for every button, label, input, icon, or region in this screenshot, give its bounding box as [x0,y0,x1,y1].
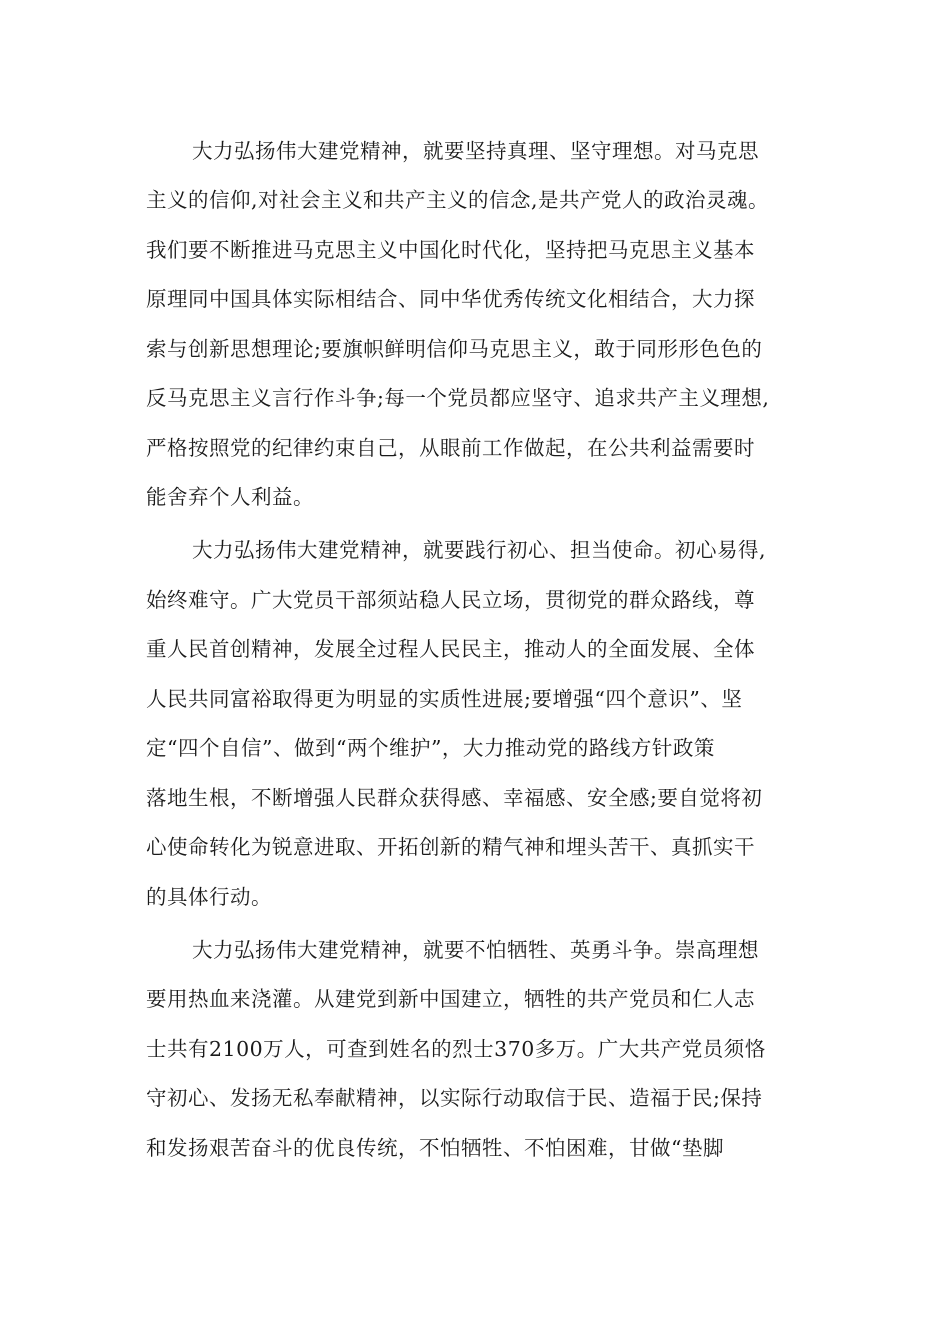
text-line: 的具体行动。 [146,885,272,909]
text-line: 我们要不断推进马克思主义中国化时代化，坚持把马克思主义基本 [146,238,755,262]
text-line: 反马克思主义言行作斗争;每一个党员都应坚守、追求共产主义理想, [146,386,770,410]
text-line: 落地生根，不断增强人民群众获得感、幸福感、安全感;要自觉将初 [146,786,763,810]
text-line: 大力弘扬伟大建党精神，就要坚持真理、坚守理想。对马克思 [192,139,759,163]
text-line: 要用热血来浇灌。从建党到新中国建立，牺牲的共产党员和仁人志 [146,987,755,1011]
text-line: 能舍弃个人利益。 [146,485,314,509]
text-line: 重人民首创精神，发展全过程人民民主，推动人的全面发展、全体 [146,637,755,661]
text-line: 严格按照党的纪律约束自己，从眼前工作做起，在公共利益需要时 [146,436,755,460]
text-line: 大力弘扬伟大建党精神，就要践行初心、担当使命。初心易得, [192,538,767,562]
text-line: 主义的信仰,对社会主义和共产主义的信念,是共产党人的政治灵魂。 [146,188,770,212]
text-line: 守初心、发扬无私奉献精神，以实际行动取信于民、造福于民;保持 [146,1086,763,1110]
text-line: 士共有2100万人，可查到姓名的烈士370多万。广大共产党员须恪 [146,1037,766,1061]
text-line: 人民共同富裕取得更为明显的实质性进展;要增强“四个意识”、坚 [146,687,743,711]
text-line: 和发扬艰苦奋斗的优良传统，不怕牺牲、不怕困难，甘做“垫脚 [146,1136,724,1160]
text-line: 始终难守。广大党员干部须站稳人民立场，贯彻党的群众路线，尊 [146,588,755,612]
text-line: 索与创新思想理论;要旗帜鲜明信仰马克思主义，敢于同形形色色的 [146,337,763,361]
text-line: 定“四个自信”、做到“两个维护”，大力推动党的路线方针政策 [146,736,715,760]
text-line: 原理同中国具体实际相结合、同中华优秀传统文化相结合，大力探 [146,287,755,311]
text-line: 心使命转化为锐意进取、开拓创新的精气神和埋头苦干、真抓实干 [146,835,755,859]
text-line: 大力弘扬伟大建党精神，就要不怕牺牲、英勇斗争。崇高理想 [192,938,759,962]
